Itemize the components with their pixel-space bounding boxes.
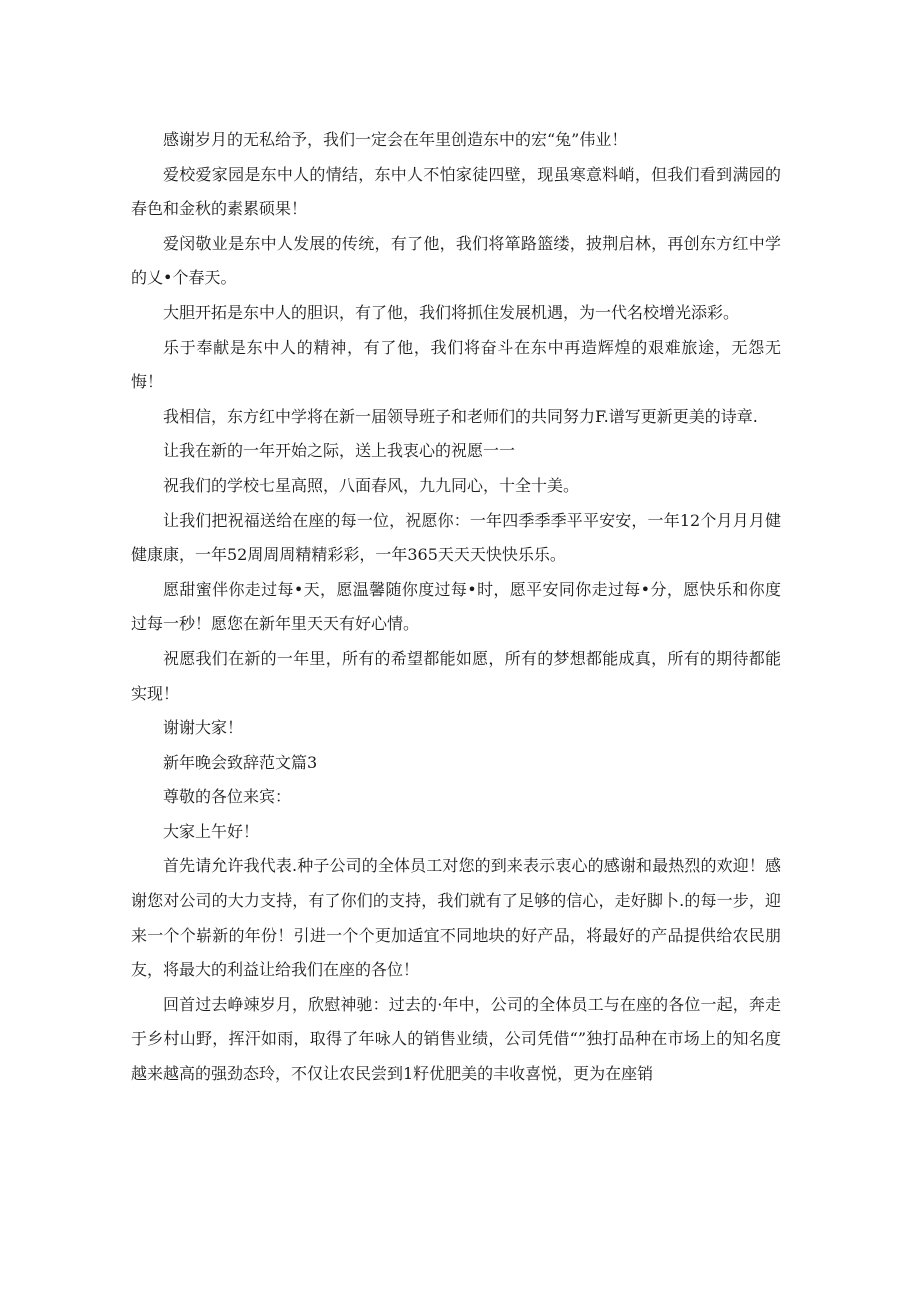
paragraph-4: 大胆开拓是东中人的胆识，有了他，我们将抓住发展机遇，为一代名校增光添彩。 [163, 302, 740, 322]
document-body [131, 123, 781, 1092]
paragraph-5: 乐于奉献是东中人的精神，有了他，我们将奋斗在东中再造辉煌的艰难旅途，无怨无悔！ [131, 337, 781, 392]
paragraph-17: 回首过去峥竦岁月，欣慰神驰：过去的·年中，公司的全体员工与在座的各位一起，奔走于乡村山野，挥汗如雨，取得了年咏人的销售业绩，公司凭借“”独打品种在市场上的知名度越来越高的强劲态玲，不仅让农民尝到1籽优肥美的丰收喜悦，更为在座销 [131, 994, 781, 1084]
paragraph-11: 祝愿我们在新的一年里，所有的希望都能如愿，所有的梦想都能成真，所有的期待都能实现！ [131, 648, 781, 703]
paragraph-12: 谢谢大家！ [163, 718, 244, 738]
section-heading: 新年晚会致辞范文篇3 [163, 752, 318, 772]
paragraph-7: 让我在新的一年开始之际，送上我衷心的祝愿一一 [163, 441, 516, 461]
paragraph-9: 让我们把祝福送给在座的每一位，祝愿你：一年四季季季平平安安，一年12个月月月健健康康，一年52周周周精精彩彩，一年365天天天快快乐乐。 [131, 510, 781, 565]
paragraph-6: 我相信，东方红中学将在新一届领导班子和老师们的共同努力F.谱写更新更美的诗章. [163, 406, 758, 426]
paragraph-8: 祝我们的学校七星高照，八面春风，九九同心，十全十美。 [163, 475, 580, 495]
greeting: 大家上午好！ [163, 821, 260, 841]
salutation: 尊敬的各位来宾： [163, 787, 292, 807]
paragraph-2: 爱校爱家园是东中人的情结，东中人不怕家徒四壁，现虽寒意料峭，但我们看到满园的春色和金秋的素累硕果！ [131, 164, 781, 219]
paragraph-10: 愿甜蜜伴你走过每•天，愿温馨随你度过每•时，愿平安同你走过每•分，愿快乐和你度过每一秒！愿您在新年里天天有好心情。 [131, 579, 781, 634]
paragraph-3: 爱闵敬业是东中人发展的传统，有了他，我们将箪路篮缕，披荆启林，再创东方红中学的乂•个春天。 [131, 233, 781, 288]
paragraph-16: 首先请允许我代表.种子公司的全体员工对您的到来表示衷心的感谢和最热烈的欢迎！感谢您对公司的大力支持，有了你们的支持，我们就有了足够的信心，走好脚卜.的每一步，迎来一个个崭新的年份！引进一个个更加适宜不同地块的好产品，将最好的产品提供给农民朋友，将最大的利益让给我们在座的各位！ [131, 856, 781, 980]
paragraph-1: 感谢岁月的无私给予，我们一定会在年里创造东中的宏“兔”伟业！ [163, 130, 628, 149]
